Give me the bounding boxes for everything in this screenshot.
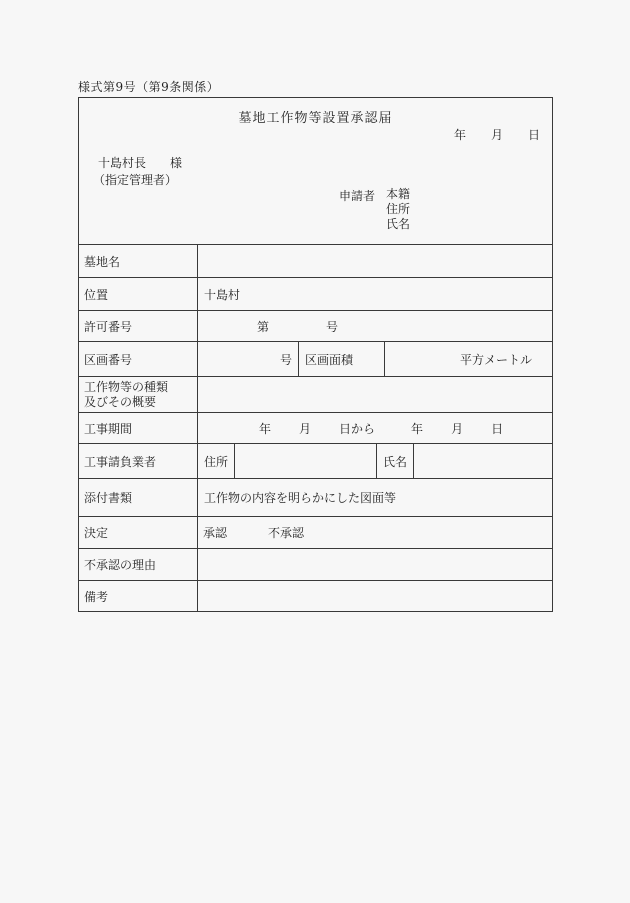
permit-number-value bbox=[198, 311, 552, 341]
row-permit-number bbox=[79, 310, 552, 341]
row-period bbox=[79, 412, 552, 443]
permit-suffix: 号 bbox=[326, 319, 339, 334]
location-value: 十島村 bbox=[204, 287, 241, 302]
form-code: 様式第9号（第9条関係） bbox=[78, 80, 220, 94]
row-remarks bbox=[79, 580, 552, 611]
addressee-block bbox=[93, 155, 182, 189]
cemetery-name-value bbox=[198, 245, 552, 277]
contractor-address-label: 住所 bbox=[198, 444, 235, 478]
contractor-address-value bbox=[235, 444, 377, 478]
lot-area-unit: 平方メートル bbox=[459, 352, 532, 367]
structure-value bbox=[198, 377, 552, 412]
decision-option-reject: 不承認 bbox=[268, 526, 305, 540]
row-location bbox=[79, 277, 552, 310]
applicant-address-label: 住所 bbox=[386, 202, 411, 216]
applicant-label: 申請者 bbox=[339, 189, 376, 203]
period-label: 工事期間 bbox=[79, 413, 198, 443]
row-decision bbox=[79, 516, 552, 548]
row-contractor bbox=[79, 443, 552, 478]
period-value bbox=[198, 413, 552, 443]
row-rejection-reason bbox=[79, 548, 552, 580]
rejection-reason-value bbox=[198, 549, 552, 580]
applicant-block bbox=[339, 187, 410, 232]
row-cemetery-name bbox=[79, 244, 552, 277]
date-line bbox=[454, 126, 540, 143]
decision-label: 決定 bbox=[79, 517, 198, 548]
row-structure bbox=[79, 376, 552, 412]
attachments-value: 工作物の内容を明らかにした図面等 bbox=[204, 491, 397, 505]
period-from-month: 月 bbox=[299, 421, 312, 436]
lot-number-label: 区画番号 bbox=[79, 342, 198, 376]
structure-label-line2: 及びその概要 bbox=[84, 394, 157, 409]
period-to-month: 月 bbox=[451, 421, 464, 436]
addressee-note: （指定管理者） bbox=[93, 173, 178, 187]
date-day-label: 日 bbox=[527, 128, 540, 142]
applicant-name-label: 氏名 bbox=[386, 217, 411, 231]
permit-number-label: 許可番号 bbox=[79, 311, 198, 341]
contractor-name-label: 氏名 bbox=[377, 444, 414, 478]
rejection-reason-label: 不承認の理由 bbox=[79, 549, 198, 580]
form-table bbox=[78, 97, 553, 612]
addressee: 十島村長 様 bbox=[98, 156, 183, 170]
decision-option-approve: 承認 bbox=[203, 526, 228, 540]
remarks-value bbox=[198, 581, 552, 611]
structure-label bbox=[79, 377, 198, 412]
date-month-label: 月 bbox=[490, 128, 503, 142]
applicant-domicile-label: 本籍 bbox=[386, 187, 411, 201]
row-attachments bbox=[79, 478, 552, 516]
attachments-label: 添付書類 bbox=[79, 479, 198, 516]
remarks-label: 備考 bbox=[79, 581, 198, 611]
applicant-fields bbox=[386, 187, 410, 232]
location-label: 位置 bbox=[79, 278, 198, 310]
period-from-year: 年 bbox=[259, 421, 272, 436]
contractor-name-value bbox=[414, 444, 552, 478]
form-header-cell bbox=[79, 98, 552, 244]
decision-value bbox=[198, 517, 552, 548]
permit-prefix: 第 bbox=[257, 319, 270, 334]
cemetery-name-label: 墓地名 bbox=[79, 245, 198, 277]
lot-number-unit: 号 bbox=[198, 342, 299, 376]
period-to-day: 日 bbox=[491, 421, 504, 436]
period-from-day: 日から bbox=[339, 421, 376, 436]
form-title: 墓地工作物等設置承認届 bbox=[238, 111, 393, 126]
contractor-label: 工事請負業者 bbox=[79, 444, 198, 478]
lot-area-label: 区画面積 bbox=[299, 342, 385, 376]
date-year-label: 年 bbox=[453, 128, 466, 142]
row-lot bbox=[79, 341, 552, 376]
structure-label-line1: 工作物等の種類 bbox=[84, 379, 169, 394]
period-to-year: 年 bbox=[411, 421, 424, 436]
